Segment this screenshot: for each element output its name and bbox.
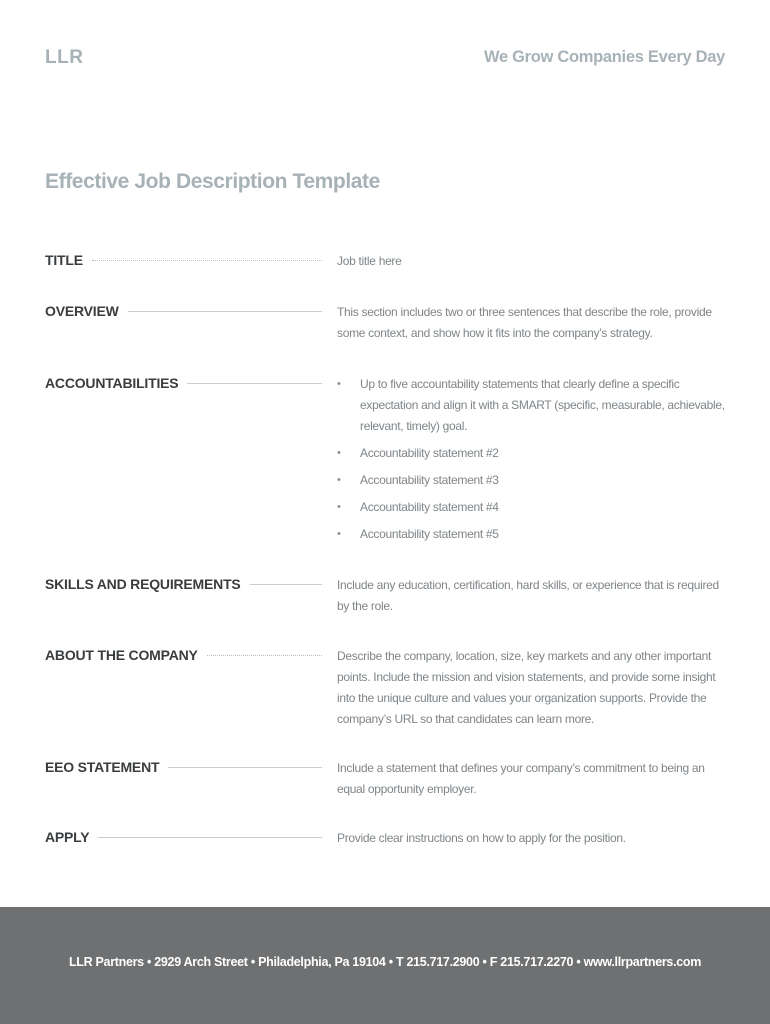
section-text: Include a statement that defines your company’s commitment to being an equal opportunity employer.	[337, 761, 705, 796]
list-item	[337, 524, 729, 545]
footer-bar	[0, 907, 770, 1024]
list-item	[337, 374, 729, 437]
bullet-icon: •	[337, 447, 341, 459]
section-label: EEO STATEMENT	[45, 759, 160, 775]
divider-rule	[98, 837, 322, 838]
section-text: Job title here	[337, 254, 402, 268]
list-item-text: Accountability statement #3	[360, 473, 499, 487]
section-text: Describe the company, location, size, key markets and any other important points. Include the mission and vision statements, and provide some insight into the unique culture and values your organization supports. Provide the company’s URL so that candidates can learn more.	[337, 649, 716, 726]
brand-logo: LLR	[45, 47, 84, 68]
list-item-text: Up to five accountability statements that clearly define a specific expectation and align it with a SMART (specific, measurable, achievable, relevant, timely) goal.	[360, 377, 725, 433]
accountability-list	[337, 374, 729, 545]
divider-rule	[187, 383, 322, 384]
bullet-icon: •	[337, 501, 341, 513]
section-label: OVERVIEW	[45, 303, 119, 319]
divider-rule	[207, 655, 322, 656]
section-text: Include any education, certification, hard skills, or experience that is required by the role.	[337, 578, 719, 613]
section-text: This section includes two or three sentences that describe the role, provide some context, and show how it fits into the company’s strategy.	[337, 305, 712, 340]
list-item-text: Accountability statement #2	[360, 446, 499, 460]
list-item-text: Accountability statement #4	[360, 500, 499, 514]
document-title: Effective Job Description Template	[45, 170, 380, 193]
list-item-text: Accountability statement #5	[360, 527, 499, 541]
section-label: SKILLS AND REQUIREMENTS	[45, 576, 241, 592]
divider-rule	[128, 311, 322, 312]
section-label: TITLE	[45, 252, 83, 268]
list-item	[337, 470, 729, 491]
list-item	[337, 443, 729, 464]
bullet-icon: •	[337, 378, 341, 390]
tagline: We Grow Companies Every Day	[483, 48, 725, 66]
section-label: APPLY	[45, 829, 90, 845]
bullet-icon: •	[337, 474, 341, 486]
section-label: ABOUT THE COMPANY	[45, 647, 198, 663]
list-item	[337, 497, 729, 518]
bullet-icon: •	[337, 528, 341, 540]
divider-rule	[250, 584, 322, 585]
section-text: Provide clear instructions on how to apply for the position.	[337, 831, 626, 845]
section-label: ACCOUNTABILITIES	[45, 375, 179, 391]
divider-rule	[92, 260, 322, 261]
divider-rule	[168, 767, 322, 768]
footer-contact-info: LLR Partners • 2929 Arch Street • Philadelphia, Pa 19104 • T 215.717.2900 • F 215.717.2270 • www.llrpartners.com	[68, 955, 702, 969]
